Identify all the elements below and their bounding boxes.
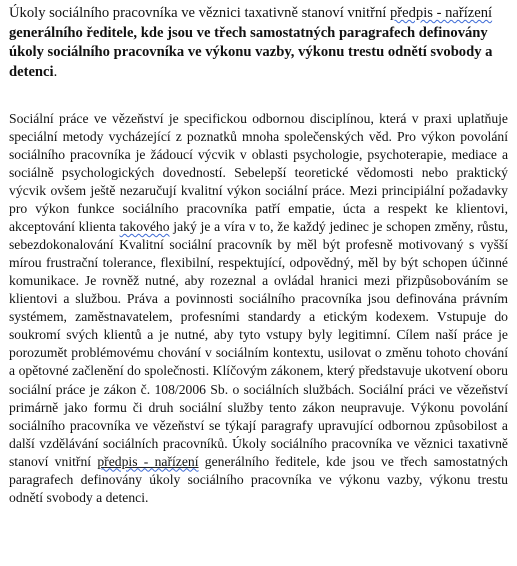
body-regulation-link-text: předpis - nařízení [97, 453, 199, 469]
body-text-start: Sociální práce ve vězeňství je specifickou odbornou disciplínou, která v praxi uplatňuje speciální metody vycházející z poznatků mnoha společenských věd. Pro výkon povolání sociálního pracovníka je žádoucí výcvik v oblasti psychologie, psychoterapie, mediace a sociálně psychologických dovedností. Sebelepší teoretické vědomosti nebo praktický výcvik ovšem ještě nezaručují kvalitní výkon sociální práce. Mezi principiální požadavky pro výkon funkce sociálního pracovníka patří empatie, úcta a respekt ke klientovi, akceptování klienta [9, 110, 508, 235]
intro-period: . [53, 64, 58, 81]
intro-regulation-link-text: předpis - nařízení [389, 5, 493, 21]
spellcheck-word: takového [119, 219, 170, 235]
body-text-end: generálního ředitele, kde jsou ve třech samostatných paragrafech definovány úkoly sociálního pracovníka ve výkonu vazby, výkonu trestu odnětí svobody a detenci. [9, 453, 508, 505]
body-regulation-link[interactable] [97, 454, 198, 469]
document-page [9, 4, 508, 507]
intro-text-start: Úkoly sociálního pracovníka ve věznici taxativně stanoví vnitřní [9, 5, 390, 21]
intro-bold-text: generálního ředitele, kde jsou ve třech samostatných paragrafech definovány úkoly sociálního pracovníka ve výkonu vazby, výkonu trestu odnětí svobody a detenci [9, 24, 493, 81]
intro-paragraph [9, 4, 508, 83]
body-paragraph [9, 110, 508, 507]
body-text-middle: jaký je a víra v to, že každý jedinec je schopen změny, růstu, sebezdokonalování Kvalitní sociální pracovník by měl být profesně motivovaný s vyšší mírou frustrační tolerance, flexibilní, respektující, odpovědný, měl by být schopen účinné komunikace. Je rovněž nutné, aby rozeznal a ovládal hranici mezi přizpůsobováním se klientovi a službou. Práva a povinnosti sociálního pracovníka jsou definována právním systémem, zaměstnavatelem, profesními standardy a etickým kodexem. Vstupuje do soukromí svých klientů a je nutné, aby tyto vstupy byly legitimní. Cílem naší práce je porozumět problémovému chování v sociálním kontextu, usilovat o změnu tohoto chování a opětovné začlenění do společnosti. Klíčovým zákonem, který představuje ukotvení oboru sociální práce je zákon č. 108/2006 Sb. o sociálních službách. Sociální práci ve vězeňství primárně jako formu či druh sociální služby tento zákon neupravuje. Výkonu povolání sociálního pracovníka ve vězeňství se týkají paragrafy upravující odbornou způsobilost a další vzdělávání sociálních pracovníků. Úkoly sociálního pracovníka ve věznici taxativně stanoví vnitřní [9, 219, 508, 469]
paragraph-spacer [9, 83, 508, 110]
intro-regulation-link[interactable] [390, 5, 492, 21]
